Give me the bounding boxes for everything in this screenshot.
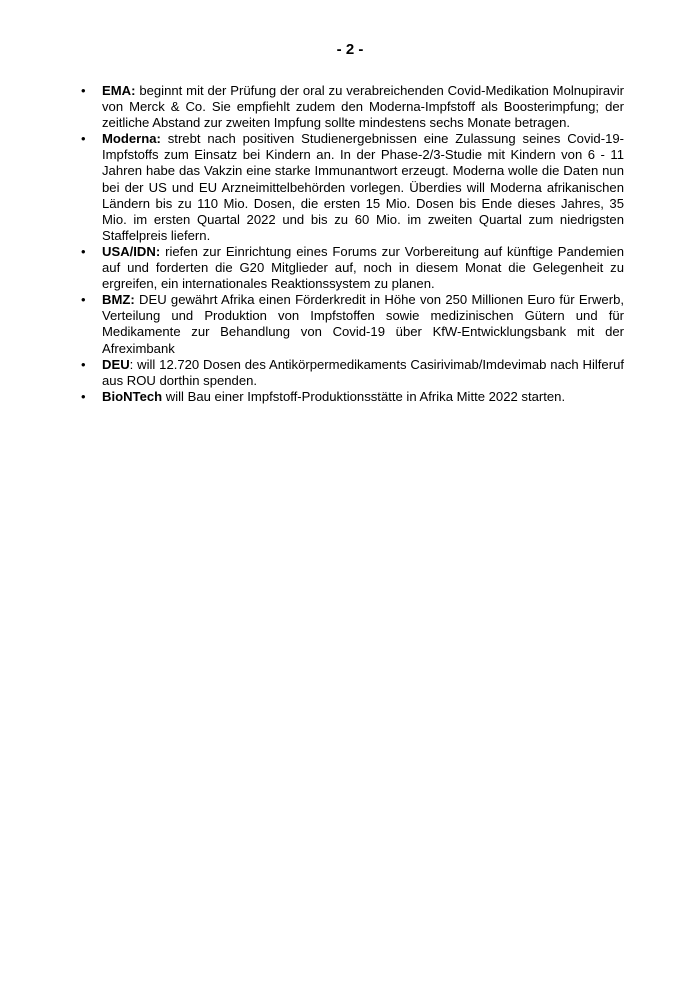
item-lead: BMZ: (102, 292, 135, 308)
list-item-biontech (79, 389, 624, 405)
item-text: beginnt mit der Prüfung der oral zu verabreichenden Covid-Medikation Molnupiravir von Merck & Co. Sie empfiehlt zudem den Moderna-Impfstoff als Boosterimpfung; der zeitliche Abstand zur zweiten Impfung sollte mindestens sechs Monate betragen. (102, 83, 624, 131)
list-item-moderna (79, 131, 624, 244)
page-number: - 2 - (336, 41, 364, 58)
list-item-usa-idn (79, 244, 624, 292)
item-text: riefen zur Einrichtung eines Forums zur Vorbereitung auf künftige Pandemien auf und forderten die G20 Mitglieder auf, noch in diesem Monat die Gelegenheit zu ergreifen, ein internationales Reaktionssystem zu planen. (102, 243, 624, 292)
list-item-bmz (79, 292, 624, 356)
item-text: will Bau einer Impfstoff-Produktionsstätte in Afrika Mitte 2022 starten. (162, 388, 566, 404)
item-lead: USA/IDN: (102, 243, 161, 259)
list-item-ema (79, 83, 624, 131)
bullet-icon: • (81, 131, 86, 147)
item-text: : will 12.720 Dosen des Antikörpermedikaments Casirivimab/Imdevimab nach Hilferuf aus ROU dorthin spenden. (102, 356, 624, 388)
item-lead: Moderna: (102, 131, 161, 147)
bullet-icon: • (81, 243, 86, 259)
bullet-icon: • (81, 292, 86, 308)
bullet-icon: • (81, 356, 86, 372)
bullet-icon: • (81, 83, 86, 98)
item-lead: BioNTech (102, 388, 163, 404)
bullet-icon: • (81, 388, 86, 404)
news-bullet-list (79, 83, 624, 405)
item-lead: DEU (102, 356, 130, 372)
item-text: DEU gewährt Afrika einen Förderkredit in Höhe von 250 Millionen Euro für Erwerb, Verteilung und Produktion von Impfstoffen sowie medizinischen Gütern und für Medikamente zur Behandlung von Covid-19 über KfW-Entwicklungsbank mit der Afreximbank (102, 292, 624, 356)
item-text: strebt nach positiven Studienergebnissen eine Zulassung seines Covid-19-Impfstoffs zum Einsatz bei Kindern an. In der Phase-2/3-Studie mit Kindern von 6 - 11 Jahren habe das Vakzin eine starke Immunantwort erzeugt. Moderna wolle die Daten nun bei der US und EU Arzneimittelbehörden vorlegen. Überdies will Moderna afrikanischen Ländern bis zu 110 Mio. Dosen, die ersten 15 Mio. Dosen bis Ende dieses Jahres, 35 Mio. im ersten Quartal 2022 und bis zu 60 Mio. im zweiten Quartal zum niedrigsten Staffelpreis liefern. (102, 131, 624, 243)
item-lead: EMA: (102, 83, 136, 98)
list-item-deu (79, 357, 624, 389)
